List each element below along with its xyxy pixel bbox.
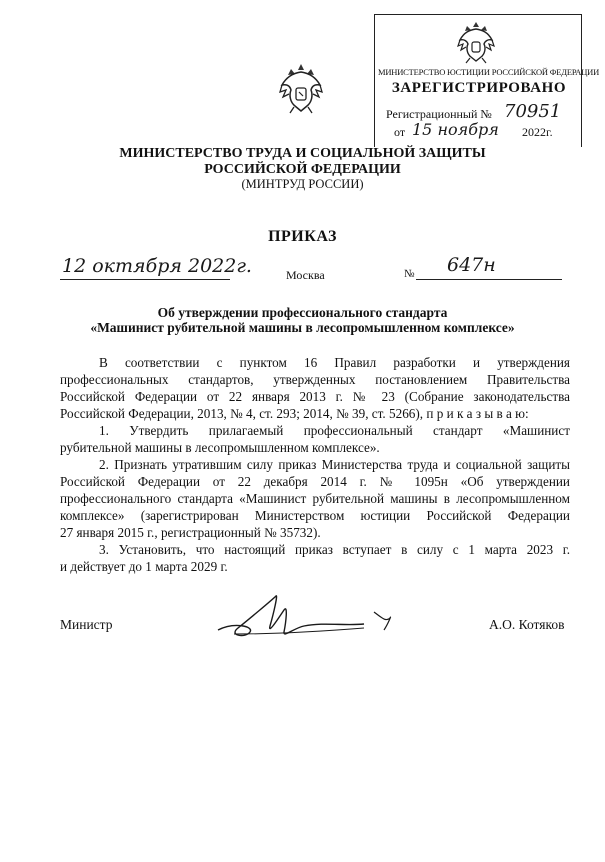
paragraph-item-1 xyxy=(60,422,570,456)
text-line: Российской Федерации от 22 декабря 2014 г. № 1095н «Об утверждении xyxy=(60,474,570,489)
text-line: 1. Утвердить прилагаемый профессиональный стандарт «Машинист xyxy=(99,423,570,438)
signatory-name: А.О. Котяков xyxy=(489,617,565,632)
stamp-emblem-icon xyxy=(456,20,496,64)
signature-icon xyxy=(214,592,404,644)
text-line: 2. Признать утратившим силу приказ Министерства труда и социальной защиты xyxy=(99,457,570,472)
text-line: рубительной машины в лесопромышленном комплексе». xyxy=(60,440,380,455)
text-line: профессионального стандарта «Машинист рубительной машины в лесопромышленном xyxy=(60,491,570,506)
paragraph-preamble xyxy=(60,354,570,422)
text-line: и действует до 1 марта 2029 г. xyxy=(60,559,228,574)
signatory-position: Министр xyxy=(60,617,113,632)
text-line: В соответствии с пунктом 16 Правил разработки и утверждения xyxy=(99,355,570,370)
order-number-underline xyxy=(416,279,562,280)
stamp-date-prefix: от xyxy=(394,125,406,139)
ministry-name-line1: МИНИСТЕРСТВО ТРУДА И СОЦИАЛЬНОЙ ЗАЩИТЫ xyxy=(119,146,486,161)
text-line: Российской Федерации от 22 января 2013 г. № 23 (Собрание законодательства xyxy=(60,389,570,404)
paragraph-item-2 xyxy=(60,456,570,541)
text-line: профессиональных стандартов, утвержденных постановлением Правительства xyxy=(60,372,570,387)
stamp-number-label: Регистрационный № xyxy=(386,107,492,121)
paragraph-item-3 xyxy=(60,541,570,575)
stamp-registration-year: 2022г. xyxy=(522,125,553,139)
stamp-registration-date: 15 ноября xyxy=(412,120,499,139)
stamp-registered-label: ЗАРЕГИСТРИРОВАНО xyxy=(391,80,567,96)
order-date-underline xyxy=(60,279,230,280)
stamp-ministry-name: МИНИСТЕРСТВО ЮСТИЦИИ РОССИЙСКОЙ ФЕДЕРАЦИИ xyxy=(378,67,600,77)
order-date: 12 октября 2022г. xyxy=(62,255,252,277)
order-subject-line2: «Машинист рубительной машины в лесопромышленном комплексе» xyxy=(90,320,515,335)
order-subject-line1: Об утверждении профессионального стандарта xyxy=(157,305,448,320)
order-number: 647н xyxy=(447,254,496,276)
document-title: ПРИКАЗ xyxy=(268,228,337,245)
stamp-registration-number: 70951 xyxy=(504,101,562,122)
text-line: комплексе» (зарегистрирован Министерством юстиции Российской Федерации xyxy=(60,508,570,523)
ministry-name-line2: РОССИЙСКОЙ ФЕДЕРАЦИИ xyxy=(204,162,401,177)
order-number-sign: № xyxy=(404,268,415,280)
coat-of-arms-icon xyxy=(278,62,324,114)
text-line: 27 января 2015 г., регистрационный № 35732). xyxy=(60,525,321,540)
order-city: Москва xyxy=(286,268,325,282)
text-line: Российской Федерации, 2013, № 4, ст. 293; 2014, № 39, ст. 5266), п р и к а з ы в а ю: xyxy=(60,406,529,421)
text-line: 3. Установить, что настоящий приказ вступает в силу с 1 марта 2023 г. xyxy=(99,542,570,557)
ministry-short-name: (МИНТРУД РОССИИ) xyxy=(241,177,364,191)
